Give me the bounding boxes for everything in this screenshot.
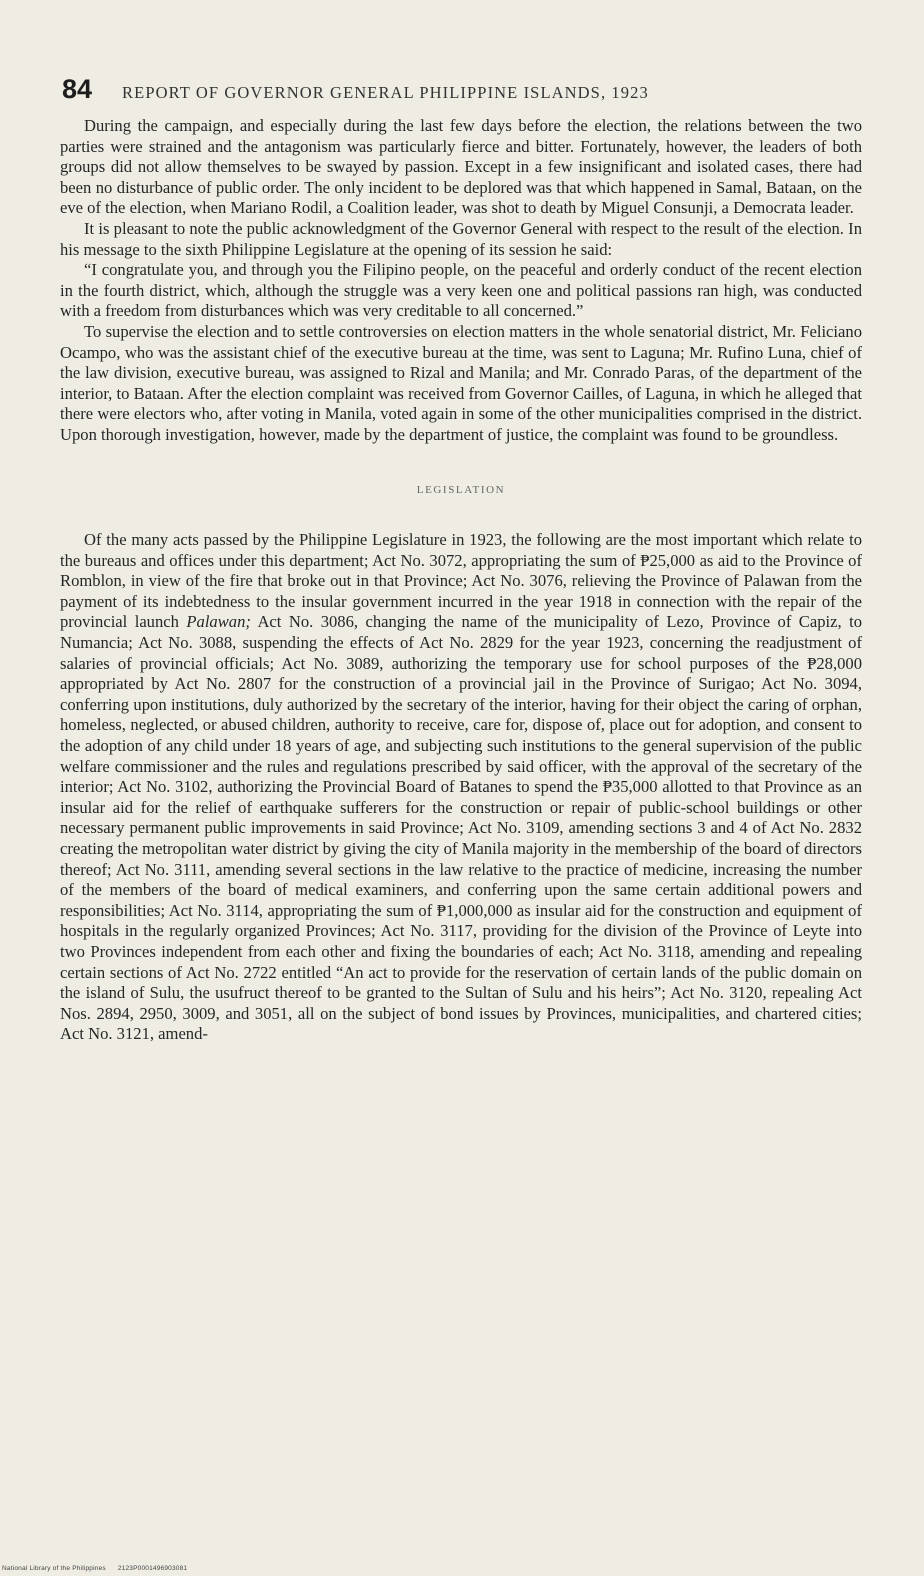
paragraph-legislation — [60, 530, 862, 1045]
footer-source: National Library of the Philippines — [2, 1565, 106, 1572]
footer-identifier: 2123P0001496903081 — [117, 1565, 188, 1572]
scan-footer — [2, 1565, 197, 1572]
page-number: 84 — [62, 74, 93, 104]
paragraph-campaign: During the campaign, and especially during the last few days before the election, the relations between the two parties were strained and the antagonism was particularly fierce and bitter. Fortunately, however, the leaders of both groups did not allow themselves to be swayed by passion. Except in a few insignificant and isolated cases, there had been no disturbance of public order. The only incident to be deplored was that which happened in Samal, Bataan, on the eve of the election, when Mariano Rodil, a Coalition leader, was shot to death by Miguel Consunji, a Democrata leader. — [60, 116, 862, 218]
paragraph-supervision: To supervise the election and to settle controversies on election matters in the whole senatorial district, Mr. Feliciano Ocampo, who was the assistant chief of the executive bureau at the time, was sent to Laguna; Mr. Rufino Luna, chief of the law division, executive bureau, was assigned to Rizal and Manila; and Mr. Conrado Paras, of the department of the interior, to Bataan. After the election complaint was received from Governor Cailles, of Laguna, in which he alleged that there were electors who, after voting in Manila, voted again in some of the other municipalities comprised in the district. Upon thorough investigation, however, made by the department of justice, the complaint was found to be groundless. — [60, 321, 862, 444]
legislation-italic-launch-name: Palawan; — [186, 612, 251, 632]
running-head: REPORT OF GOVERNOR GENERAL PHILIPPINE ISLANDS, 1923 — [122, 83, 649, 102]
paragraph-quotation: “I congratulate you, and through you the Filipino people, on the peaceful and orderly conduct of the recent election in the fourth district, which, although the struggle was a very keen one and political passions ran high, was conducted with a freedom from disturbances which was very creditable to all concerned.” — [60, 260, 862, 321]
paragraph-acknowledgment: It is pleasant to note the public acknowledgment of the Governor General with respect to the result of the election. In his message to the sixth Philippine Legislature at the opening of its session he said: — [60, 218, 862, 259]
body-text — [60, 116, 862, 1045]
legislation-text-part-1: Of the many acts passed by the Philippine Legislature in 1923, the following are the most important which relate to the bureaus and offices under this department; Act No. 3072, appropriating the sum of ₱25,000 as aid to the Province of Romblon, in view of the fire that broke out in that Province; Act No. 3076, relieving the Province of Palawan from the payment of its indebtedness to the insular government incurred in the year 1918 in connection with the repair of the provincial launch — [60, 530, 862, 632]
page-header — [62, 74, 862, 105]
legislation-text-part-2: Act No. 3086, changing the name of the municipality of Lezo, Province of Capiz, to Numancia; Act No. 3088, suspending the effects of Act No. 2829 for the year 1923, concerning the readjustment of salaries of provincial officials; Act No. 3089, authorizing the temporary use for school purposes of the ₱28,000 appropriated by Act No. 2807 for the construction of a provincial jail in the Province of Surigao; Act No. 3094, conferring upon institutions, duly authorized by the secretary of the interior, having for their object the caring of orphan, homeless, neglected, or abused children, authority to receive, care for, dispose of, place out for adoption, and consent to the adoption of any child under 18 years of age, and subjecting such institutions to the general supervision of the public welfare commissioner and the rules and regulations prescribed by said officer, with the approval of the secretary of the interior; Act No. 3102, authorizing the Provincial Board of Batanes to spend the ₱35,000 allotted to that Province as an insular aid for the relief of earthquake sufferers for the construction or repair of public-school buildings or other necessary permanent public improvements in said Province; Act No. 3109, amending sections 3 and 4 of Act No. 2832 creating the metropolitan water district by giving the city of Manila majority in the membership of the board of directors thereof; Act No. 3111, amending several sections in the law relative to the practice of medicine, increasing the number of the members of the board of medical examiners, and conferring upon the same certain additional powers and responsibilities; Act No. 3114, appropriating the sum of ₱1,000,000 as insular aid for the construction and equipment of hospitals in the regularly organized Provinces; Act No. 3117, providing for the division of the Province of Leyte into two Provinces independent from each other and fixing the boundaries of each; Act No. 3118, amending and repealing certain sections of Act No. 2722 entitled “An act to provide for the reservation of certain lands of the public domain on the island of Sulu, the usufruct thereof to be granted to the Sultan of Sulu and his heirs”; Act No. 3120, repealing Act Nos. 2894, 2950, 3009, and 3051, all on the subject of bond issues by Provinces, municipalities, and chartered cities; Act No. 3121, amend- — [60, 612, 862, 1044]
section-heading-legislation: LEGISLATION — [416, 483, 506, 496]
